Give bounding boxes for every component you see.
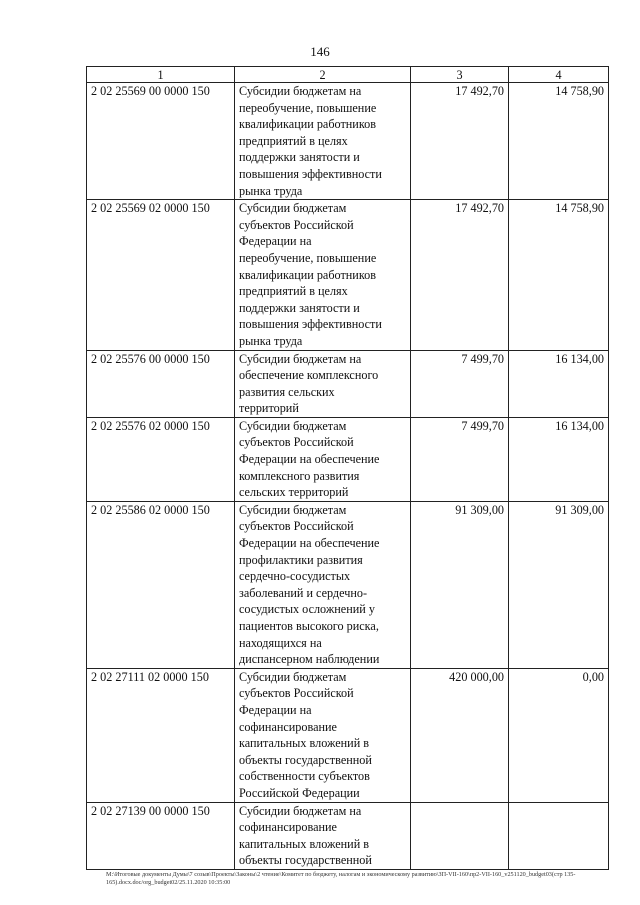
table-body bbox=[87, 83, 609, 870]
description-line: поддержки занятости и bbox=[239, 150, 360, 165]
description-line: Субсидии бюджетам bbox=[239, 201, 347, 216]
description-line: Федерации на bbox=[239, 234, 312, 249]
description-line: софинансирование bbox=[239, 820, 337, 835]
page-number: 146 bbox=[310, 44, 330, 59]
description-cell bbox=[235, 83, 411, 200]
description-line: развития сельских bbox=[239, 384, 335, 399]
description-line: капитальных вложений в bbox=[239, 836, 370, 851]
description-line: Федерации на обеспечение bbox=[239, 536, 380, 551]
description-line: Российской Федерации bbox=[239, 785, 360, 800]
description-line: Субсидии бюджетам на bbox=[239, 351, 362, 366]
description-line: Федерации на bbox=[239, 702, 312, 717]
description-line: Субсидии бюджетам bbox=[239, 669, 347, 684]
value-cell-column-4: 14 758,90 bbox=[509, 200, 609, 350]
value-cell-column-4: 16 134,00 bbox=[509, 350, 609, 417]
description-cell bbox=[235, 668, 411, 802]
description-line: субъектов Российской bbox=[239, 519, 354, 534]
description-line: Субсидии бюджетам bbox=[239, 418, 347, 433]
description-line: рынка труда bbox=[239, 183, 303, 198]
description-line: субъектов Российской bbox=[239, 217, 354, 232]
budget-code-cell: 2 02 25569 02 0000 150 bbox=[87, 200, 235, 350]
description-line: квалификации работников bbox=[239, 117, 376, 132]
description-line: переобучение, повышение bbox=[239, 250, 377, 265]
description-line: повышения эффективности bbox=[239, 317, 382, 332]
value-cell-column-3: 7 499,70 bbox=[411, 350, 509, 417]
description-line: объекты государственной bbox=[239, 853, 372, 868]
table-row bbox=[87, 668, 609, 802]
budget-code-cell: 2 02 27111 02 0000 150 bbox=[87, 668, 235, 802]
description-line: софинансирование bbox=[239, 719, 337, 734]
description-line: собственности субъектов bbox=[239, 769, 370, 784]
value-cell-column-3 bbox=[411, 802, 509, 869]
description-line: территорий bbox=[239, 401, 299, 416]
description-line: субъектов Российской bbox=[239, 686, 354, 701]
description-line: обеспечение комплексного bbox=[239, 368, 379, 383]
description-line: поддержки занятости и bbox=[239, 300, 360, 315]
description-cell bbox=[235, 200, 411, 350]
description-line: комплексного развития bbox=[239, 468, 360, 483]
description-line: квалификации работников bbox=[239, 267, 376, 282]
description-line: сосудистых осложнений у bbox=[239, 602, 375, 617]
description-cell bbox=[235, 350, 411, 417]
value-cell-column-4: 91 309,00 bbox=[509, 501, 609, 668]
budget-code-cell: 2 02 27139 00 0000 150 bbox=[87, 802, 235, 869]
description-line: заболеваний и сердечно- bbox=[239, 585, 368, 600]
description-cell bbox=[235, 802, 411, 869]
column-header-value-1: 3 bbox=[411, 67, 509, 83]
budget-code-cell: 2 02 25576 00 0000 150 bbox=[87, 350, 235, 417]
value-cell-column-4: 16 134,00 bbox=[509, 417, 609, 501]
description-line: предприятий в целях bbox=[239, 284, 348, 299]
description-cell bbox=[235, 501, 411, 668]
description-line: Субсидии бюджетам на bbox=[239, 803, 362, 818]
column-header-code: 1 bbox=[87, 67, 235, 83]
description-line: субъектов Российской bbox=[239, 435, 354, 450]
description-line: Субсидии бюджетам на bbox=[239, 84, 362, 98]
budget-code-cell: 2 02 25569 00 0000 150 bbox=[87, 83, 235, 200]
value-cell-column-3: 420 000,00 bbox=[411, 668, 509, 802]
value-cell-column-3: 7 499,70 bbox=[411, 417, 509, 501]
description-line: предприятий в целях bbox=[239, 133, 348, 148]
table-row bbox=[87, 350, 609, 417]
budget-table bbox=[86, 66, 609, 870]
description-line: профилактики развития bbox=[239, 552, 363, 567]
value-cell-column-4 bbox=[509, 802, 609, 869]
description-line: находящихся на bbox=[239, 635, 322, 650]
table-row bbox=[87, 83, 609, 200]
value-cell-column-3: 17 492,70 bbox=[411, 83, 509, 200]
column-header-name: 2 bbox=[235, 67, 411, 83]
description-line: капитальных вложений в bbox=[239, 736, 370, 751]
description-cell bbox=[235, 417, 411, 501]
table-row bbox=[87, 501, 609, 668]
description-line: пациентов высокого риска, bbox=[239, 619, 379, 633]
description-line: объекты государственной bbox=[239, 752, 372, 767]
value-cell-column-4: 14 758,90 bbox=[509, 83, 609, 200]
description-line: рынка труда bbox=[239, 333, 303, 348]
table-header-row bbox=[87, 67, 609, 83]
document-footer-path: M:\Итоговые документы Думы\7 созыв\Проекты\Законы\2 чтение\Комитет по бюджету, налогам и экономическому развитию\ЗП-VII-160\пр2-VII-160_v251120_budget03(стр 135-165).docx.doc/org_budget02/25.11.2020 10:35:00 bbox=[106, 871, 576, 886]
table-row bbox=[87, 417, 609, 501]
description-line: повышения эффективности bbox=[239, 166, 382, 181]
description-line: Субсидии бюджетам bbox=[239, 502, 347, 517]
value-cell-column-4: 0,00 bbox=[509, 668, 609, 802]
description-line: Федерации на обеспечение bbox=[239, 452, 380, 467]
description-line: сельских территорий bbox=[239, 485, 349, 500]
budget-code-cell: 2 02 25586 02 0000 150 bbox=[87, 501, 235, 668]
description-line: диспансерном наблюдении bbox=[239, 652, 380, 667]
value-cell-column-3: 17 492,70 bbox=[411, 200, 509, 350]
table-row bbox=[87, 802, 609, 869]
description-line: переобучение, повышение bbox=[239, 100, 377, 115]
description-line: сердечно-сосудистых bbox=[239, 569, 351, 584]
value-cell-column-3: 91 309,00 bbox=[411, 501, 509, 668]
table-row bbox=[87, 200, 609, 350]
budget-code-cell: 2 02 25576 02 0000 150 bbox=[87, 417, 235, 501]
column-header-value-2: 4 bbox=[509, 67, 609, 83]
